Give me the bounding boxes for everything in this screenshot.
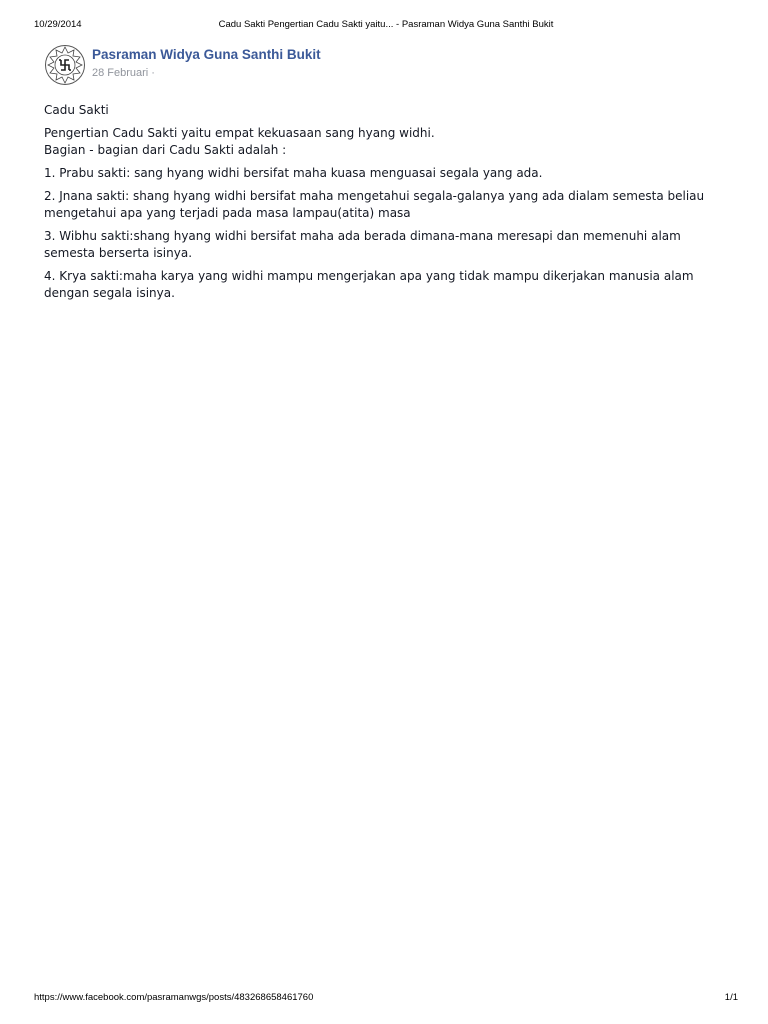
post-body	[44, 102, 724, 302]
pasraman-logo-icon[interactable]	[44, 44, 86, 86]
post-title-paragraph: Cadu Sakti	[44, 103, 109, 117]
print-footer	[34, 992, 738, 1006]
page-name-link[interactable]: Pasraman Widya Guna Santhi Bukit	[92, 47, 321, 62]
post-paragraph: Pengertian Cadu Sakti yaitu empat kekuasaan sang hyang widhi. Bagian - bagian dari Cadu Sakti adalah :	[44, 126, 435, 157]
print-url: https://www.facebook.com/pasramanwgs/posts/483268658461760	[34, 992, 314, 1003]
facebook-post	[44, 44, 724, 308]
post-timestamp[interactable]	[92, 67, 155, 79]
print-date: 10/29/2014	[34, 19, 82, 30]
post-paragraph: 4. Krya sakti:maha karya yang widhi mampu mengerjakan apa yang tidak mampu dikerjakan manusia alam dengan segala isinya.	[44, 269, 694, 300]
print-title: Cadu Sakti Pengertian Cadu Sakti yaitu... - Pasraman Widya Guna Santhi Bukit	[218, 19, 554, 30]
post-header	[44, 44, 724, 92]
post-paragraph: 3. Wibhu sakti:shang hyang widhi bersifat maha ada berada dimana-mana meresapi dan memenuhi alam semesta berserta isinya.	[44, 229, 681, 260]
post-paragraph: 2. Jnana sakti: shang hyang widhi bersifat maha mengetahui segala-galanya yang ada dialam semesta beliau mengetahui apa yang terjadi pada masa lampau(atita) masa	[44, 189, 705, 220]
print-page-number: 1/1	[724, 992, 738, 1003]
print-header	[34, 19, 738, 33]
post-paragraph: 1. Prabu sakti: sang hyang widhi bersifat maha kuasa menguasai segala yang ada.	[44, 166, 543, 180]
post-date[interactable]: 28 Februari	[92, 67, 149, 79]
time-separator: ·	[151, 67, 155, 79]
